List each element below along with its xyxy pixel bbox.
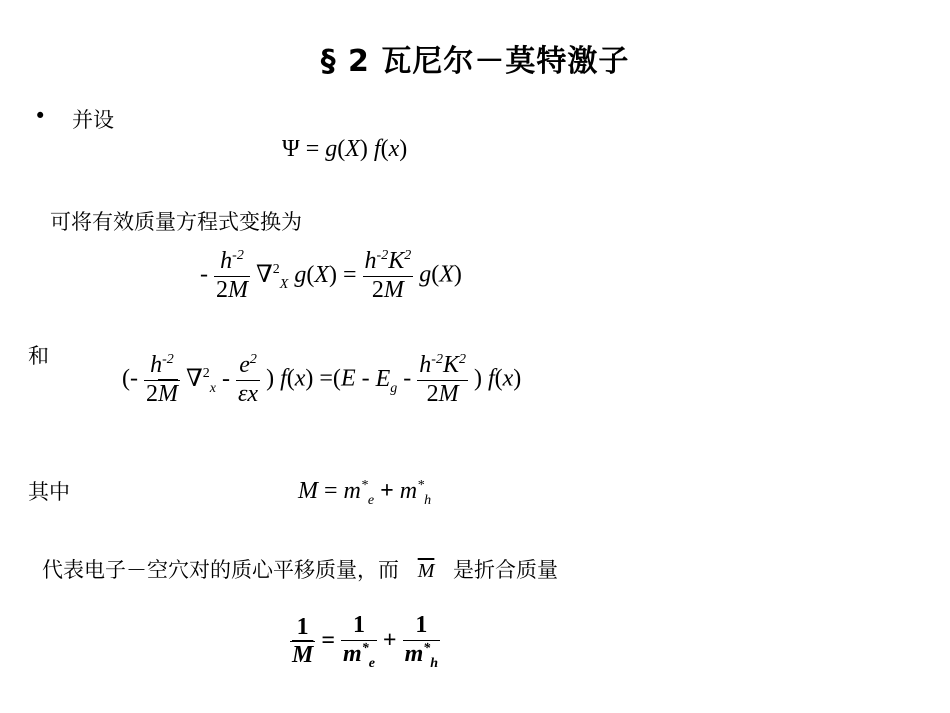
equation-reduced-mass: $\frac{1}{M}$ = $\frac{1}{m^*_e}$ + $\frac{1}{m^*_h}$: [292, 612, 439, 671]
slide-title: § 2 瓦尼尔－莫特激子: [320, 44, 630, 79]
transform-text: 可将有效质量方程式变换为: [50, 210, 302, 234]
bullet-icon: •: [34, 104, 47, 128]
equation-center-of-mass: - $\frac{h^{-2}}{2M}$ ∇$^2_X$ g(X) = $\frac{h^{-2}K^2}{2M}$ g(X): [200, 248, 462, 303]
equation-total-mass: $M = m^*_e + m^*_h$: [298, 478, 432, 508]
reduced-mass-symbol: $\overline{M}$: [417, 560, 435, 582]
mass-desc-part1: 代表电子－空穴对的质心平移质量，而: [42, 558, 399, 582]
equation-relative-motion: (- $\frac{h^{-2}}{2\overline{M}}$ ∇$^2_x$ - $\frac{e^2}{\varepsilon x}$ ) $f(x) =(E - E_g$ - $\frac{h^{-2}K^2}{2M}$ ) f(x): [122, 352, 522, 407]
and-text: 和: [28, 344, 49, 368]
equation-psi: Ψ = g(X) f(x): [282, 136, 408, 162]
mass-description: [42, 554, 558, 584]
mass-desc-part2: 是折合质量: [453, 558, 559, 582]
qizhong-text: 其中: [28, 480, 70, 504]
intro-text: 并设: [72, 108, 114, 132]
